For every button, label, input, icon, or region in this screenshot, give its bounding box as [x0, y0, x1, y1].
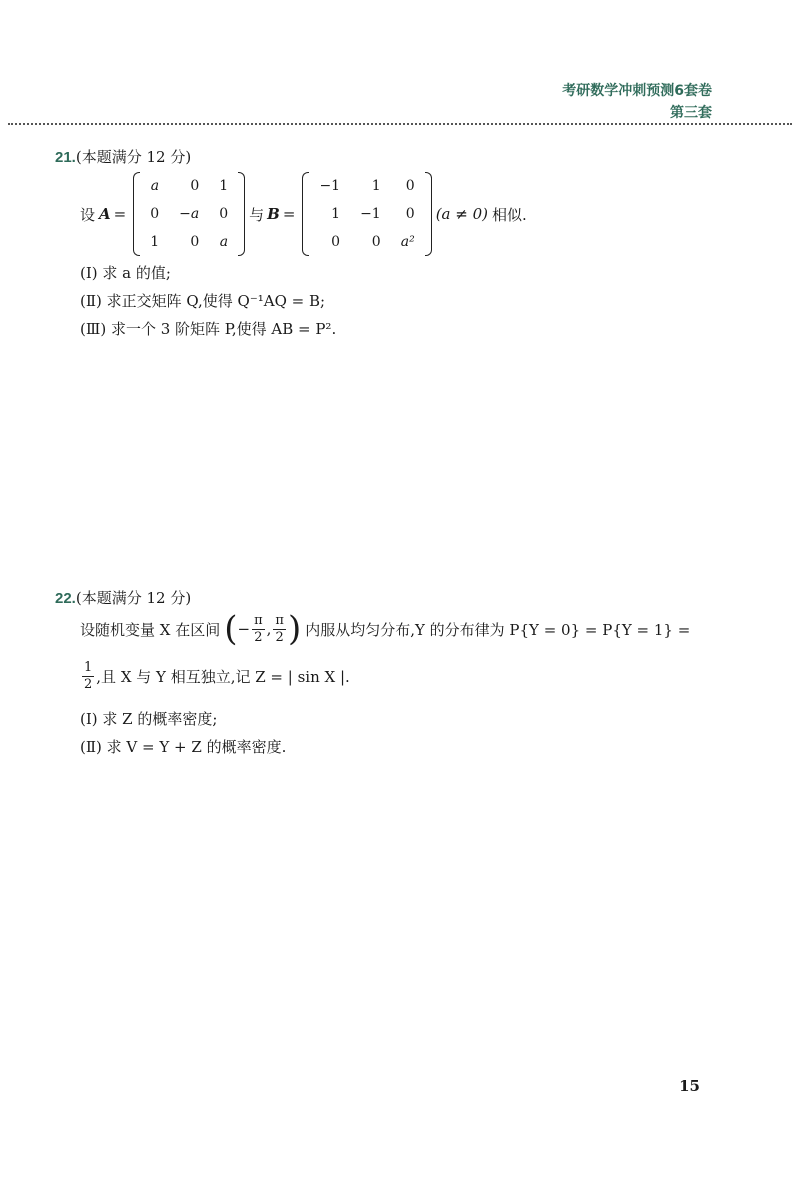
matrix-cell: a: [219, 234, 229, 250]
matrix-cell: 1: [150, 234, 160, 250]
condition: (a ≠ 0): [435, 205, 488, 223]
q22-number: 22.: [55, 590, 76, 607]
comma: ,: [266, 620, 272, 638]
matrix-cell: 0: [405, 206, 415, 222]
q21-heading: [55, 146, 191, 167]
matrix-cell: 1: [331, 206, 341, 222]
matrix-cell: 0: [190, 178, 200, 194]
q22-part1: (Ⅰ) 求 Z 的概率密度;: [80, 710, 218, 728]
matrix-cell: 0: [219, 206, 229, 222]
fraction-one-half: $\frac{1}{2}$: [84, 660, 93, 692]
matrix-cell: 0: [371, 234, 381, 250]
q22-part2: (Ⅱ) 求 V = Y + Z 的概率密度.: [80, 738, 287, 756]
matrix-cell: 0: [190, 234, 200, 250]
q22-line1: 设随机变量 X 在区间 ( − $\frac{\pi}{2}$ , $\frac{\pi}{2}$ ) 内服从均匀分布,Y 的分布律为 P{Y = 0} = P{Y = 1} =: [80, 609, 691, 649]
header-title: 考研数学冲刺预测6套卷: [562, 83, 712, 99]
q21-part3: (Ⅲ) 求一个 3 阶矩阵 P,使得 AB = P².: [80, 320, 337, 338]
q21-matrix-statement: [80, 172, 527, 256]
matrix-cell: a: [150, 178, 160, 194]
matrix-cell: a²: [400, 234, 415, 250]
and-text: 与: [249, 205, 265, 224]
matrix-cell: −1: [319, 178, 341, 194]
matrix-cell: 1: [219, 178, 229, 194]
equals-sign: =: [113, 205, 127, 223]
matrix-b: [302, 172, 431, 256]
fraction-pi-over-2: $\frac{\pi}{2}$: [254, 612, 263, 645]
fraction-pi-over-2: $\frac{\pi}{2}$: [275, 612, 284, 645]
header-subtitle: 第三套: [670, 105, 712, 121]
matrix-b-label: B: [267, 205, 280, 223]
q22-line1-b: 内服从均匀分布,Y 的分布律为 P{Y = 0} = P{Y = 1} =: [305, 620, 691, 639]
q21-part1: (Ⅰ) 求 a 的值;: [80, 264, 171, 282]
matrix-cell: −a: [179, 206, 200, 222]
q21-intro: 设: [80, 205, 96, 224]
matrix-cell: 0: [331, 234, 341, 250]
q22-heading: [55, 587, 191, 608]
minus-sign: −: [237, 620, 251, 638]
q22-line2-text: ,且 X 与 Y 相互独立,记 Z = | sin X |.: [96, 668, 350, 686]
matrix-cell: 0: [150, 206, 160, 222]
matrix-cell: 0: [405, 178, 415, 194]
q21-score: (本题满分 12 分): [75, 148, 192, 166]
header-divider: [8, 123, 792, 125]
matrix-a-label: A: [99, 205, 111, 223]
similar-text: 相似.: [491, 205, 527, 224]
q21-part2: (Ⅱ) 求正交矩阵 Q,使得 Q⁻¹AQ = B;: [80, 292, 326, 310]
matrix-cell: −1: [360, 206, 381, 222]
matrix-a: [133, 172, 245, 256]
matrix-cell: 1: [371, 178, 381, 194]
q22-line2: [80, 660, 350, 693]
q21-number: 21.: [55, 149, 76, 166]
page-number: 15: [679, 1077, 700, 1095]
q22-line1-a: 设随机变量 X 在区间: [80, 620, 221, 639]
equals-sign: =: [282, 205, 296, 223]
q22-score: (本题满分 12 分): [75, 589, 192, 607]
